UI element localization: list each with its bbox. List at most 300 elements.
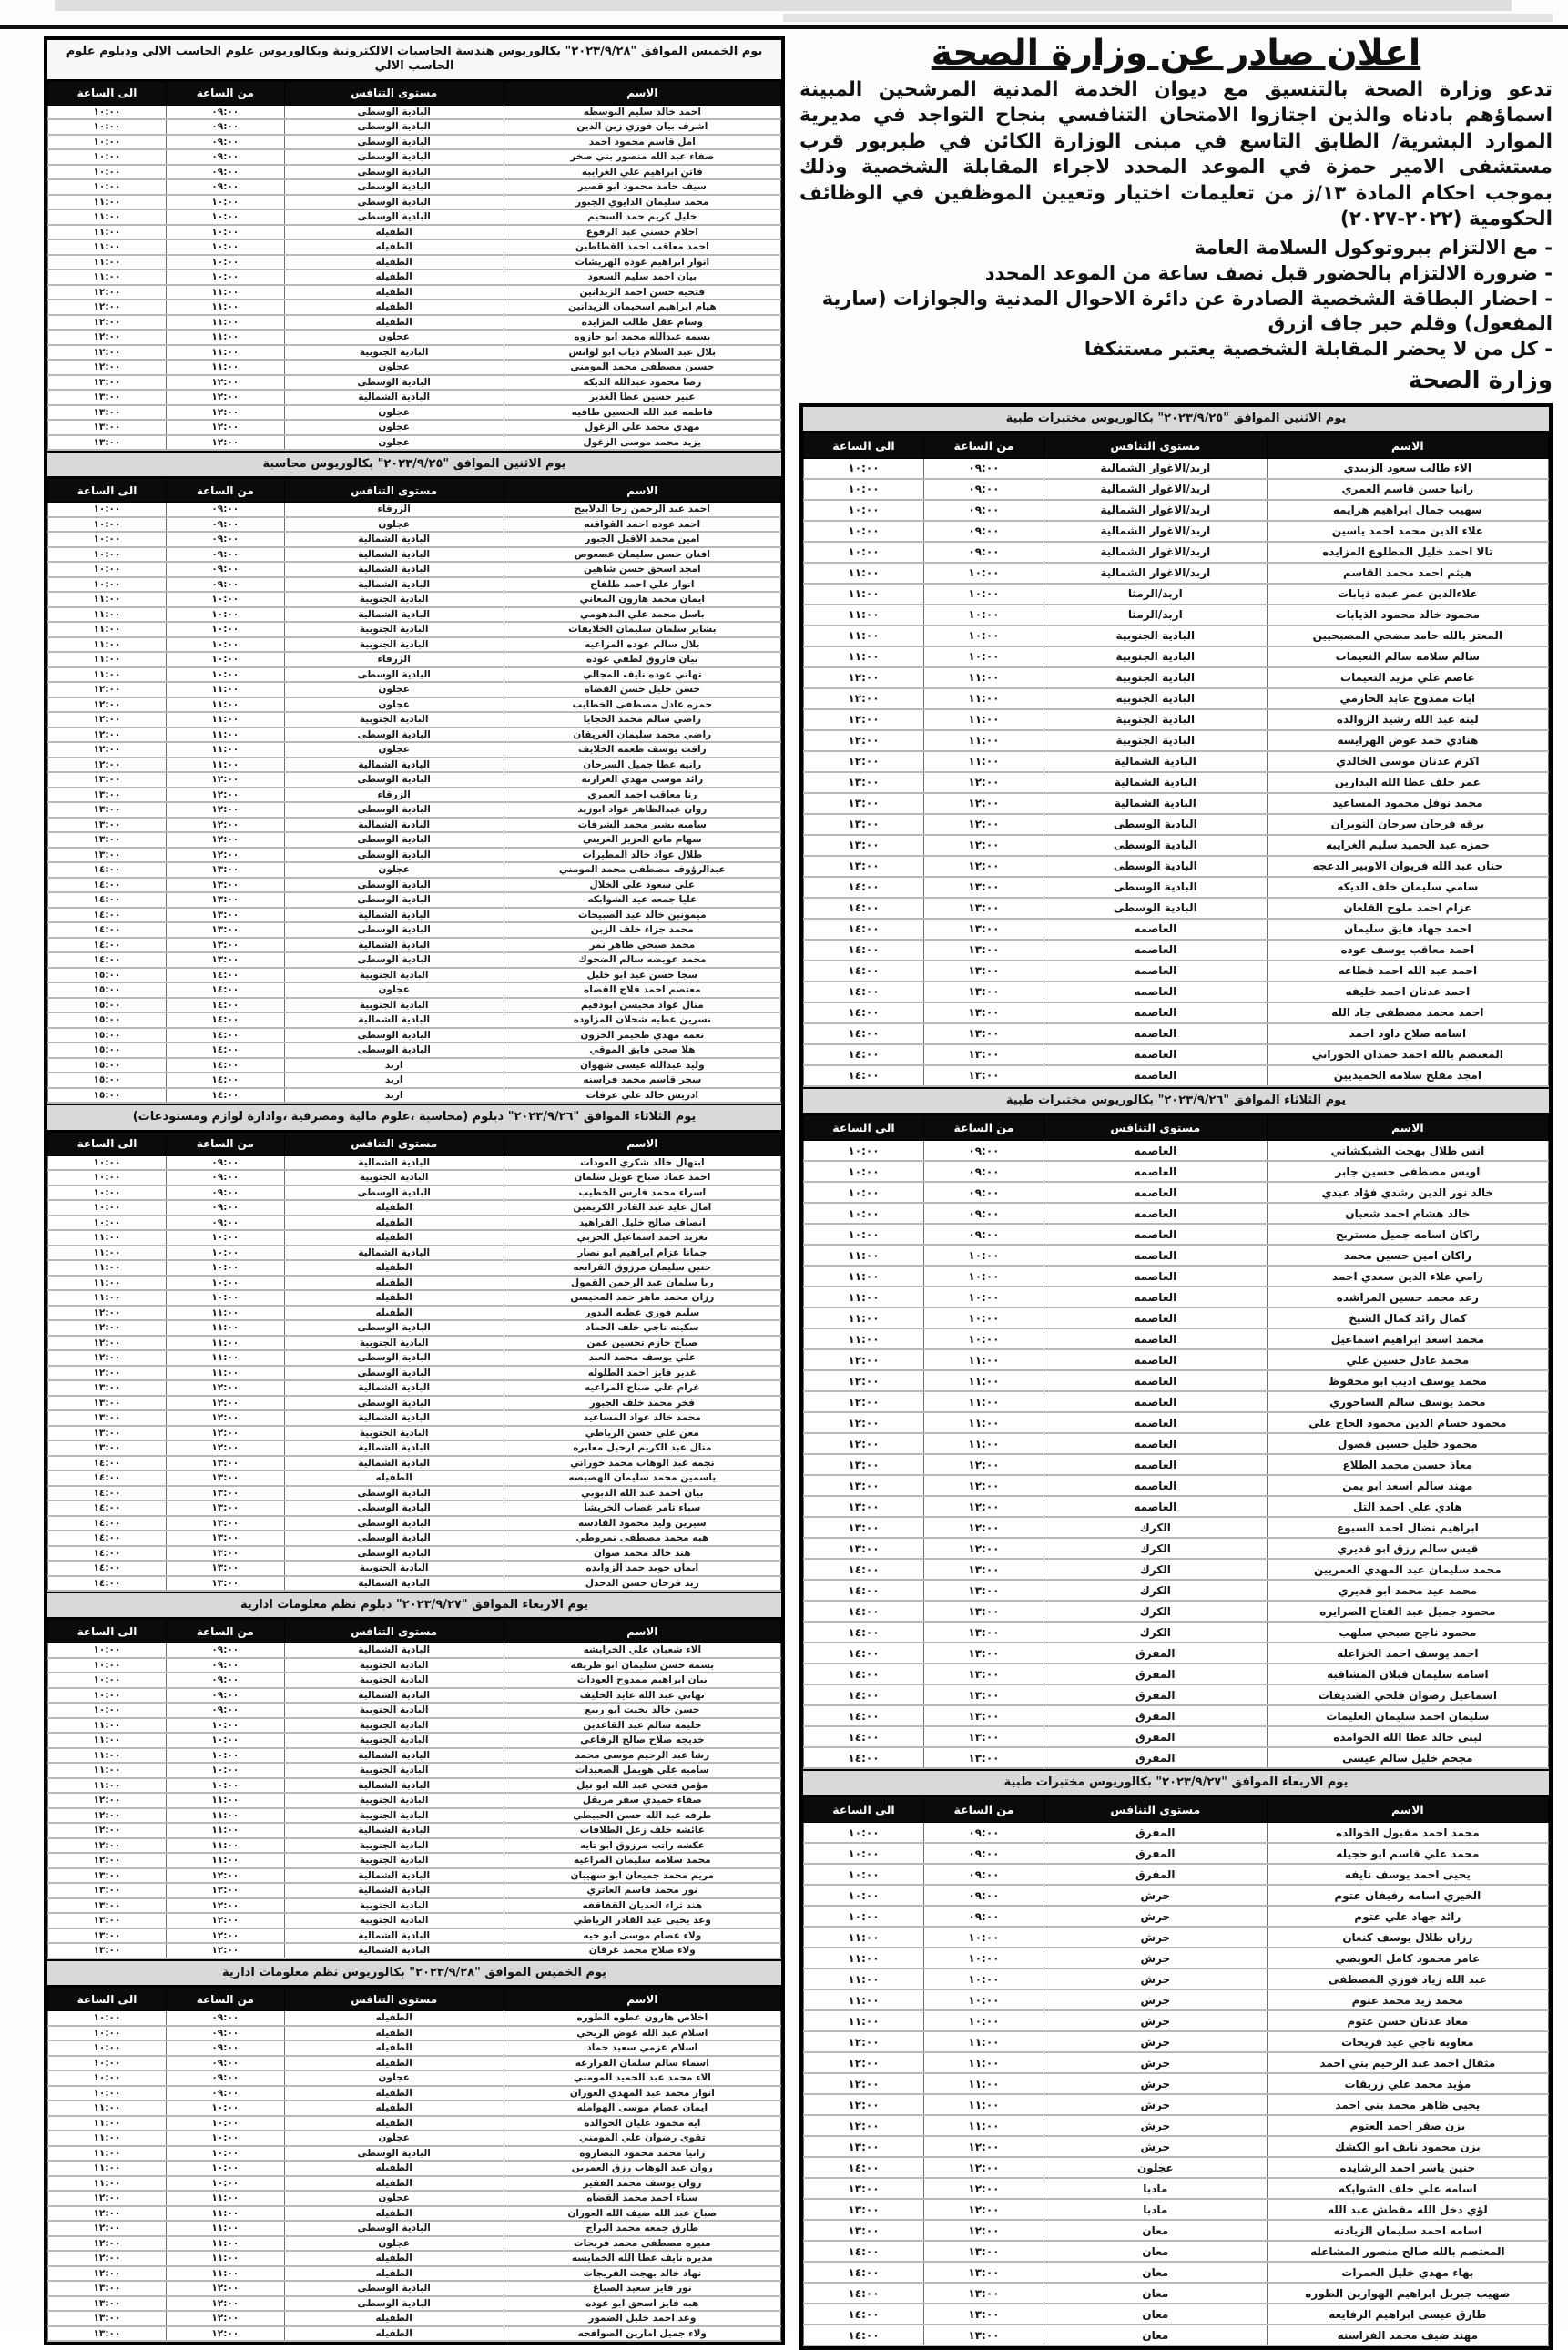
cell-from: ١٢:٠٠ <box>923 2199 1044 2220</box>
cell-name: المعتصم بالله احمد حمدان الحوراني <box>1267 1044 1548 1065</box>
table-row <box>804 1266 1549 1287</box>
table-row <box>48 1043 781 1058</box>
cell-to: ١٠:٠٠ <box>48 503 167 517</box>
cell-name: اسامه صلاح داود احمد <box>1267 1023 1548 1044</box>
cell-name: سهام مانع العزيز الغريني <box>504 832 780 848</box>
cell-name: انصاف صالح خليل الفراهيد <box>504 1216 780 1231</box>
table-row <box>48 1763 781 1778</box>
table-row <box>48 1688 781 1704</box>
table-row <box>804 1643 1549 1663</box>
table-row <box>48 345 781 361</box>
table-row <box>48 2040 781 2056</box>
col-header-to: الى الساعة <box>48 1988 167 2011</box>
cell-name: نسرين عطيه شحلان المزاوده <box>504 1012 780 1028</box>
cell-to: ١١:٠٠ <box>48 2131 167 2146</box>
cell-from: ٠٩:٠٠ <box>166 2011 284 2026</box>
cell-name: عبير حسين عطا الغدير <box>504 390 780 405</box>
cell-level: عجلون <box>284 330 504 345</box>
table-row <box>804 1601 1549 1622</box>
table-row <box>48 1306 781 1321</box>
cell-from: ١١:٠٠ <box>166 2191 284 2206</box>
cell-level: البادية الوسطى <box>284 1366 504 1381</box>
cell-level: المفرق <box>1044 1747 1267 1768</box>
cell-from: ٠٩:٠٠ <box>923 458 1044 479</box>
cell-name: محمد اسعد ابراهيم اسماعيل <box>1267 1328 1548 1349</box>
table-row <box>804 500 1549 521</box>
cell-to: ١٠:٠٠ <box>48 1170 167 1185</box>
cell-to: ١٢:٠٠ <box>48 2251 167 2266</box>
cell-to: ١٣:٠٠ <box>48 788 167 803</box>
cell-from: ٠٩:٠٠ <box>923 1224 1044 1245</box>
cell-name: باسل محمد علي البدهومي <box>504 607 780 623</box>
cell-name: اخلاص هارون عطوه الطوره <box>504 2011 780 2026</box>
cell-to: ١٠:٠٠ <box>804 1906 924 1927</box>
schedule-section <box>47 451 781 1104</box>
cell-from: ١٤:٠٠ <box>166 968 284 983</box>
cell-level: العاصمه <box>1044 1224 1267 1245</box>
cell-from: ١٣:٠٠ <box>923 1684 1044 1705</box>
cell-level: العاصمه <box>1044 1454 1267 1475</box>
cell-from: ١١:٠٠ <box>166 1350 284 1366</box>
cell-from: ١٣:٠٠ <box>923 2262 1044 2283</box>
cell-name: هيثم احمد محمد القاسم <box>1267 563 1548 584</box>
announcement-column <box>799 33 1553 2350</box>
cell-level: عجلون <box>284 2191 504 2206</box>
cell-from: ١٣:٠٠ <box>923 2304 1044 2325</box>
cell-to: ١١:٠٠ <box>48 1230 167 1246</box>
cell-from: ١٣:٠٠ <box>923 1044 1044 1065</box>
cell-name: محمود ناجح صبحي سلهب <box>1267 1622 1548 1643</box>
table-row <box>48 300 781 315</box>
table-row <box>804 1044 1549 1065</box>
cell-to: ١٠:٠٠ <box>804 1224 924 1245</box>
cell-to: ١٠:٠٠ <box>48 1185 167 1201</box>
table-row <box>48 2326 781 2342</box>
table-row <box>804 772 1549 793</box>
cell-name: سحر قاسم محمد فراسنه <box>504 1073 780 1088</box>
cell-name: سالم سلامه سالم النعيمات <box>1267 646 1548 667</box>
cell-to: ١٤:٠٠ <box>804 1580 924 1601</box>
cell-from: ١٤:٠٠ <box>166 1058 284 1073</box>
cell-level: العاصمه <box>1044 1391 1267 1412</box>
cell-level: عجلون <box>284 435 504 451</box>
cell-name: معن علي حسن الرياطي <box>504 1426 780 1441</box>
cell-from: ١٠:٠٠ <box>166 1260 284 1276</box>
table-row <box>804 1948 1549 1969</box>
table-row <box>48 517 781 533</box>
cell-from: ٠٩:٠٠ <box>166 2086 284 2101</box>
cell-from: ١٠:٠٠ <box>166 209 284 225</box>
table-row <box>48 2011 781 2026</box>
cell-from: ١٣:٠٠ <box>923 2241 1044 2262</box>
cell-from: ١٠:٠٠ <box>923 584 1044 605</box>
cell-name: حليمه سالم عيد القاعدين <box>504 1718 780 1734</box>
cell-to: ١١:٠٠ <box>804 1287 924 1307</box>
cell-to: ١٣:٠٠ <box>48 1440 167 1456</box>
cell-name: يحيى احمد يوسف نايفه <box>1267 1864 1548 1885</box>
table-row <box>804 1307 1549 1328</box>
cell-from: ١٢:٠٠ <box>166 802 284 818</box>
cell-name: ابراهيم نضال احمد السبوع <box>1267 1517 1548 1538</box>
table-row <box>804 814 1549 835</box>
schedule-section <box>47 1959 781 2342</box>
cell-name: محمد يوسف اديب ابو محفوظ <box>1267 1370 1548 1391</box>
table-row <box>804 1002 1549 1023</box>
cell-from: ٠٩:٠٠ <box>166 1185 284 1201</box>
cell-name: زيد فرحان حسن الدحدل <box>504 1576 780 1592</box>
table-row <box>48 938 781 953</box>
cell-from: ١٢:٠٠ <box>166 405 284 421</box>
cell-name: طارق جمعه محمد البراج <box>504 2221 780 2236</box>
cell-to: ١٤:٠٠ <box>804 898 924 919</box>
cell-to: ١٠:٠٠ <box>804 1141 924 1162</box>
cell-name: احمد عبد الرحمن رجا الدلابيح <box>504 503 780 517</box>
col-header-name: الاسم <box>1267 1797 1548 1823</box>
cell-to: ١٣:٠٠ <box>48 832 167 848</box>
section-day-header: يوم الاثنين الموافق "٢٠٢٣/٩/٢٥" بكالوريوس مختبرات طبية <box>803 407 1549 432</box>
table-row <box>48 2281 781 2296</box>
table-row <box>804 1454 1549 1475</box>
cell-level: العاصمه <box>1044 1433 1267 1454</box>
table-row <box>48 848 781 863</box>
cell-from: ١٠:٠٠ <box>166 2161 284 2176</box>
table-row <box>48 375 781 391</box>
cell-from: ١١:٠٠ <box>166 682 284 697</box>
cell-level: العاصمه <box>1044 1370 1267 1391</box>
cell-name: الاء محمد عبد الحميد المومني <box>504 2070 780 2086</box>
cell-level: البادية الوسطى <box>284 952 504 968</box>
cell-to: ١٠:٠٠ <box>48 1643 167 1658</box>
section-day-header: يوم الخميس الموافق "٢٠٢٣/٩/٢٨" بكالوريوس هندسة الحاسبات الالكترونية وبكالوريوس علوم الحاسب الالي ودبلوم علوم الحاسب الالي <box>47 40 781 81</box>
cell-from: ١٢:٠٠ <box>923 1496 1044 1517</box>
cell-to: ١٤:٠٠ <box>804 1747 924 1768</box>
col-header-to: الى الساعة <box>804 1115 924 1141</box>
table-row <box>804 521 1549 542</box>
cell-from: ١٢:٠٠ <box>923 1454 1044 1475</box>
cell-level: العاصمه <box>1044 1044 1267 1065</box>
cell-level: البادية الوسطى <box>1044 835 1267 856</box>
cell-level: عجلون <box>284 2236 504 2252</box>
cell-to: ١١:٠٠ <box>48 1290 167 1306</box>
cell-level: الزرقاء <box>284 788 504 803</box>
cell-name: ياسمين محمد سليمان الهصيصه <box>504 1470 780 1486</box>
cell-level: العاصمه <box>1044 1065 1267 1086</box>
cell-level: جرش <box>1044 1969 1267 1989</box>
cell-to: ١٠:٠٠ <box>48 1688 167 1704</box>
cell-from: ١١:٠٠ <box>166 2206 284 2222</box>
cell-name: برقه فرحان سرحان النويران <box>1267 814 1548 835</box>
cell-level: اربد <box>284 1073 504 1088</box>
cell-level: العاصمه <box>1044 1328 1267 1349</box>
table-row <box>48 1336 781 1351</box>
cell-from: ١١:٠٠ <box>923 2073 1044 2094</box>
cell-level: البادية الشمالية <box>284 1576 504 1592</box>
cell-from: ٠٩:٠٠ <box>166 1658 284 1673</box>
cell-level: البادية الجنوبية <box>284 637 504 653</box>
cell-level: البادية الوسطى <box>284 1043 504 1058</box>
table-row <box>48 1155 781 1170</box>
table-row <box>804 1065 1549 1086</box>
table-row <box>48 285 781 300</box>
table-row <box>804 898 1549 919</box>
cell-level: البادية الوسطى <box>284 1185 504 1201</box>
cell-level: الكرك <box>1044 1538 1267 1559</box>
cell-name: محمد يوسف سالم الساحوري <box>1267 1391 1548 1412</box>
cell-name: معاويه ناجي عيد فريحات <box>1267 2031 1548 2052</box>
cell-from: ١٣:٠٠ <box>923 1622 1044 1643</box>
cell-level: جرش <box>1044 1885 1267 1906</box>
cell-name: غرام علي صباح المراعيه <box>504 1380 780 1396</box>
cell-name: انوار ابراهيم عوده الهريشات <box>504 255 780 270</box>
cell-name: هيام ابراهيم اسحيمان الزيدانين <box>504 300 780 315</box>
cell-from: ١٢:٠٠ <box>923 2178 1044 2199</box>
cell-from: ٠٩:٠٠ <box>166 2040 284 2056</box>
cell-level: البادية الوسطى <box>1044 856 1267 877</box>
cell-level: البادية الجنوبية <box>284 1838 504 1854</box>
cell-from: ١٢:٠٠ <box>166 2296 284 2312</box>
cell-to: ١٤:٠٠ <box>48 1486 167 1501</box>
table-row <box>48 315 781 331</box>
cell-level: الطفيله <box>284 285 504 300</box>
cell-name: خالد هشام احمد شعبان <box>1267 1203 1548 1224</box>
cell-level: البادية الجنوبية <box>284 1426 504 1441</box>
cell-level: العاصمه <box>1044 1349 1267 1370</box>
cell-from: ١٠:٠٠ <box>923 605 1044 626</box>
cell-name: سكينه ناجي خلف الحماد <box>504 1320 780 1336</box>
cell-to: ١٥:٠٠ <box>48 1012 167 1028</box>
cell-name: رافت يوسف طعمه الخلايف <box>504 742 780 758</box>
cell-to: ١٠:٠٠ <box>48 1200 167 1216</box>
cell-from: ١٤:٠٠ <box>166 1088 284 1104</box>
cell-level: الطفيله <box>284 2206 504 2222</box>
cell-to: ١٤:٠٠ <box>804 2262 924 2283</box>
cell-to: ١١:٠٠ <box>48 239 167 255</box>
table-row <box>48 195 781 210</box>
cell-name: اسماء سالم سلمان الفرارعه <box>504 2056 780 2071</box>
table-row <box>804 1370 1549 1391</box>
column-header-row <box>804 432 1549 458</box>
table-row <box>804 940 1549 961</box>
cell-level: البادية الوسطى <box>284 727 504 743</box>
cell-from: ١٠:٠٠ <box>166 270 284 285</box>
table-row <box>48 1823 781 1838</box>
cell-to: ١٠:٠٠ <box>48 2086 167 2101</box>
cell-name: معاذ حسين محمد الطلاع <box>1267 1454 1548 1475</box>
cell-to: ١٣:٠٠ <box>48 435 167 451</box>
cell-from: ١١:٠٠ <box>166 1808 284 1824</box>
cell-to: ١٢:٠٠ <box>48 742 167 758</box>
cell-to: ١١:٠٠ <box>48 270 167 285</box>
cell-name: حنين سليمان مرزوق القرابعه <box>504 1260 780 1276</box>
cell-name: رنا معاقب احمد العمري <box>504 788 780 803</box>
cell-from: ١٤:٠٠ <box>166 1028 284 1043</box>
cell-level: البادية الشمالية <box>284 1155 504 1170</box>
cell-from: ٠٩:٠٠ <box>166 2026 284 2041</box>
cell-to: ١٣:٠٠ <box>48 1943 167 1958</box>
cell-level: الطفيله <box>284 1290 504 1306</box>
cell-level: البادية الوسطى <box>284 1320 504 1336</box>
cell-from: ١٣:٠٠ <box>923 1580 1044 1601</box>
cell-to: ١٤:٠٠ <box>804 1643 924 1663</box>
cell-name: المعتز بالله حامد مضحي المصبحيين <box>1267 626 1548 646</box>
cell-level: البادية الجنوبية <box>284 1170 504 1185</box>
cell-level: الطفيله <box>284 1306 504 1321</box>
table-row <box>804 646 1549 667</box>
cell-name: خديجه صلاح صالح الرفاعي <box>504 1733 780 1748</box>
cell-name: محمود خالد محمود الذيابات <box>1267 605 1548 626</box>
cell-to: ١٣:٠٠ <box>804 2136 924 2157</box>
cell-to: ١٠:٠٠ <box>48 1216 167 1231</box>
cell-level: البادية الجنوبية <box>1044 709 1267 730</box>
cell-level: البادية الشمالية <box>284 1380 504 1396</box>
cell-to: ١٣:٠٠ <box>48 2296 167 2312</box>
cell-level: الطفيله <box>284 2116 504 2131</box>
cell-to: ١٠:٠٠ <box>804 1864 924 1885</box>
table-row <box>804 2073 1549 2094</box>
cell-to: ١١:٠٠ <box>804 563 924 584</box>
cell-name: عمر خلف عطا الله البدارين <box>1267 772 1548 793</box>
table-row <box>48 2131 781 2146</box>
cell-to: ١٠:٠٠ <box>804 1823 924 1844</box>
cell-from: ١٠:٠٠ <box>923 1328 1044 1349</box>
cell-name: اسامه احمد سليمان الزيادنه <box>1267 2220 1548 2241</box>
cell-level: البادية الوسطى <box>284 892 504 908</box>
cell-to: ١٣:٠٠ <box>48 1898 167 1914</box>
cell-level: المفرق <box>1044 1843 1267 1864</box>
cell-to: ١٣:٠٠ <box>804 835 924 856</box>
col-header-from: من الساعة <box>166 1620 284 1643</box>
cell-level: البادية الجنوبية <box>284 1853 504 1868</box>
cell-to: ١١:٠٠ <box>804 626 924 646</box>
cell-to: ١٠:٠٠ <box>48 149 167 165</box>
cell-name: ولاء صلاح محمد غرقان <box>504 1943 780 1958</box>
cell-from: ١٠:٠٠ <box>923 1245 1044 1266</box>
cell-to: ١٢:٠٠ <box>804 688 924 709</box>
cell-to: ١٠:٠٠ <box>804 542 924 563</box>
cell-level: البادية الجنوبية <box>284 1763 504 1778</box>
table-row <box>804 2199 1549 2220</box>
cell-name: علاء الدين محمد احمد ياسين <box>1267 521 1548 542</box>
cell-to: ١٢:٠٠ <box>48 712 167 727</box>
cell-from: ١٣:٠٠ <box>166 1470 284 1486</box>
cell-level: البادية الجنوبية <box>1044 730 1267 751</box>
cell-name: مؤمن فتحي عبد الله ابو نيل <box>504 1778 780 1794</box>
cell-to: ١٤:٠٠ <box>804 2304 924 2325</box>
table-row <box>48 420 781 435</box>
table-row <box>804 2262 1549 2283</box>
cell-to: ١١:٠٠ <box>48 255 167 270</box>
cell-to: ١١:٠٠ <box>48 2146 167 2162</box>
col-header-to: الى الساعة <box>48 81 167 105</box>
schedule-table <box>47 1619 781 1959</box>
cell-from: ١٠:٠٠ <box>923 1266 1044 1287</box>
table-row <box>48 922 781 938</box>
cell-to: ١٢:٠٠ <box>804 1391 924 1412</box>
table-row <box>804 688 1549 709</box>
table-row <box>48 682 781 697</box>
cell-name: احمد عدنان احمد خليفه <box>1267 982 1548 1002</box>
cell-from: ١٠:٠٠ <box>166 1763 284 1778</box>
cell-from: ٠٩:٠٠ <box>166 517 284 533</box>
cell-level: جرش <box>1044 1906 1267 1927</box>
cell-from: ١٣:٠٠ <box>923 1065 1044 1086</box>
table-row <box>48 818 781 833</box>
cell-name: هبه محمد مصطفى نمروطي <box>504 1531 780 1546</box>
cell-to: ١٣:٠٠ <box>48 1928 167 1944</box>
cell-name: وليد عبدالله عيسى شهوان <box>504 1058 780 1073</box>
table-row <box>804 1287 1549 1307</box>
cell-from: ١١:٠٠ <box>923 1391 1044 1412</box>
cell-from: ١٣:٠٠ <box>166 878 284 893</box>
cell-from: ١١:٠٠ <box>166 1320 284 1336</box>
cell-level: معان <box>1044 2325 1267 2345</box>
cell-level: البادية الشمالية <box>284 1943 504 1958</box>
cell-name: تالا احمد خليل المطلوع المزايده <box>1267 542 1548 563</box>
cell-name: بهاء مهدي خليل العمرات <box>1267 2262 1548 2283</box>
cell-name: مريم محمد جميعان ابو سهيبان <box>504 1868 780 1884</box>
cell-to: ١٤:٠٠ <box>804 877 924 898</box>
cell-level: الطفيله <box>284 2161 504 2176</box>
cell-from: ١٢:٠٠ <box>166 435 284 451</box>
cell-level: البادية الجنوبية <box>284 968 504 983</box>
table-row <box>804 667 1549 688</box>
cell-name: منال عواد محيسن ابودقيم <box>504 998 780 1013</box>
cell-to: ١٠:٠٠ <box>48 1155 167 1170</box>
cell-from: ١٣:٠٠ <box>166 1561 284 1576</box>
cell-to: ١١:٠٠ <box>48 225 167 240</box>
cell-level: البادية الجنوبية <box>284 1703 504 1718</box>
cell-level: البادية الوسطى <box>1044 814 1267 835</box>
table-row <box>48 607 781 623</box>
cell-to: ١٢:٠٠ <box>48 727 167 743</box>
cell-name: صباح حازم تحسين عمن <box>504 1336 780 1351</box>
table-row <box>48 1350 781 1366</box>
cell-level: العاصمه <box>1044 1307 1267 1328</box>
cell-level: الطفيله <box>284 239 504 255</box>
cell-to: ١٤:٠٠ <box>48 1546 167 1562</box>
cell-to: ١٠:٠٠ <box>804 1203 924 1224</box>
cell-from: ١٣:٠٠ <box>923 1601 1044 1622</box>
cell-level: العاصمه <box>1044 1475 1267 1496</box>
table-row <box>804 1927 1549 1948</box>
table-row <box>48 1012 781 1028</box>
cell-to: ١٠:٠٠ <box>804 500 924 521</box>
cell-to: ١٢:٠٠ <box>48 330 167 345</box>
cell-to: ١٣:٠٠ <box>48 1426 167 1441</box>
cell-level: اربد/الاغوار الشمالية <box>1044 458 1267 479</box>
table-row <box>48 577 781 593</box>
cell-name: اسامه سليمان قبلان المشاقبه <box>1267 1663 1548 1684</box>
cell-name: عزام احمد ملوح القلعان <box>1267 898 1548 919</box>
cell-from: ١١:٠٠ <box>923 709 1044 730</box>
cell-level: الطفيله <box>284 1200 504 1216</box>
table-row <box>804 2241 1549 2262</box>
cell-level: جرش <box>1044 2115 1267 2136</box>
cell-name: احمد يوسف احمد الخزاعله <box>1267 1643 1548 1663</box>
cell-name: احمد معاقب احمد القطاطين <box>504 239 780 255</box>
table-row <box>48 1290 781 1306</box>
cell-level: الطفيله <box>284 2040 504 2056</box>
cell-to: ١٢:٠٠ <box>48 1808 167 1824</box>
cell-name: ايمان عصام موسى الهوامله <box>504 2101 780 2116</box>
table-row <box>48 1440 781 1456</box>
cell-name: ايمان جويد حمد الزوايده <box>504 1561 780 1576</box>
table-row <box>48 2221 781 2236</box>
cell-to: ١٥:٠٠ <box>48 968 167 983</box>
column-header-row <box>48 1988 781 2011</box>
cell-name: محمود جميل عبد الفتاح الصرايره <box>1267 1601 1548 1622</box>
cell-name: اشرف بيان فوزي زين الدين <box>504 119 780 135</box>
